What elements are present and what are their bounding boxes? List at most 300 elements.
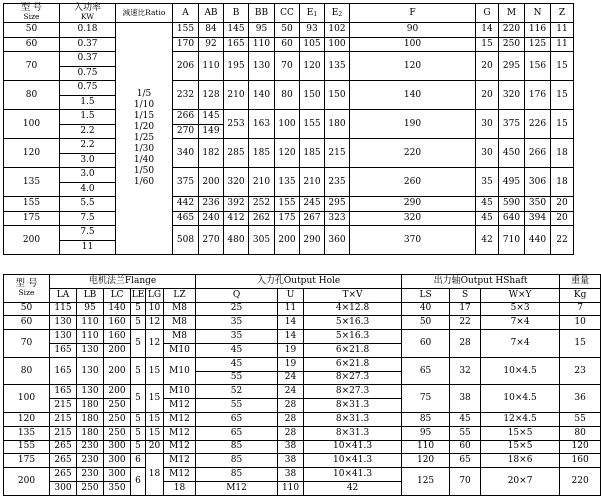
header-ls: LS: [402, 288, 450, 302]
cell: 0.37: [60, 37, 116, 52]
cell: 45: [450, 412, 481, 426]
cell: 14: [278, 316, 304, 330]
cell: 266: [173, 110, 199, 125]
header-q: Q: [196, 288, 278, 302]
cell: 95: [249, 23, 275, 38]
cell: 6×21.8: [304, 357, 402, 371]
cell: 250: [104, 426, 131, 440]
cell: M10: [164, 357, 196, 385]
cell: 15: [146, 426, 164, 440]
cell: 250: [104, 412, 131, 426]
cell: 14: [278, 330, 304, 344]
cell: 35: [196, 330, 278, 344]
cell: 80: [275, 81, 300, 110]
cell: 235: [325, 168, 350, 197]
header-e2: [325, 4, 350, 23]
cell: 300: [104, 468, 131, 482]
cell: 11: [551, 37, 574, 52]
cell: 85: [402, 412, 450, 426]
cell: 7: [560, 302, 601, 316]
cell: 11: [278, 302, 304, 316]
cell: 3.0: [60, 153, 116, 168]
table-row: [4, 168, 574, 183]
cell: 50: [4, 302, 50, 316]
cell: 0.37: [60, 52, 116, 67]
cell: 232: [173, 81, 199, 110]
cell: 12: [146, 316, 164, 330]
table-row: [4, 81, 574, 96]
table-row: [4, 37, 574, 52]
cell: M12: [164, 426, 196, 440]
cell: 45: [196, 357, 278, 371]
cell: 110: [77, 316, 104, 330]
cell: 32: [450, 357, 481, 385]
cell: 5: [131, 385, 146, 413]
cell: M12: [164, 468, 196, 482]
cell: 85: [196, 468, 278, 482]
cell: 165: [50, 357, 77, 385]
header-e1-sub: 1: [313, 10, 318, 18]
cell: 165: [224, 37, 249, 52]
cell: 6: [131, 468, 146, 496]
cell: 35: [196, 316, 278, 330]
table-row: [4, 330, 601, 344]
header-weight: 重量: [560, 275, 601, 289]
cell: 5×3: [481, 302, 560, 316]
cell: 200: [4, 226, 60, 255]
cell: 295: [325, 197, 350, 212]
cell: 17: [450, 302, 481, 316]
header-kg: Kg: [560, 288, 601, 302]
table-row: [4, 211, 574, 226]
cell: 5: [131, 302, 146, 316]
ratio-cell: [116, 23, 173, 255]
cell: 22: [551, 226, 574, 255]
cell: 156: [525, 52, 551, 81]
cell: 165: [50, 385, 77, 399]
cell: 28: [278, 426, 304, 440]
cell: 442: [173, 197, 199, 212]
cell: 55: [196, 371, 278, 385]
cell: 19: [278, 357, 304, 371]
cell: 85: [196, 440, 278, 454]
table-row: [4, 302, 601, 316]
cell: 65: [196, 426, 278, 440]
cell: 11: [60, 240, 116, 255]
cell: 262: [249, 211, 275, 226]
cell: 170: [173, 37, 199, 52]
cell: 182: [199, 139, 224, 168]
cell: 120: [275, 139, 300, 168]
cell: 265: [50, 454, 77, 468]
cell: M10: [164, 343, 196, 357]
cell: 165: [50, 343, 77, 357]
cell: M12: [164, 440, 196, 454]
cell: 24: [278, 371, 304, 385]
cell: 285: [224, 139, 249, 168]
cell: 145: [224, 23, 249, 38]
cell: 360: [325, 226, 350, 255]
header-b: B: [224, 4, 249, 23]
cell: 149: [199, 124, 224, 139]
cell: 2.2: [60, 124, 116, 139]
cell: 200: [275, 226, 300, 255]
header-model: [4, 4, 60, 23]
spec-table-dimensions: [3, 3, 574, 255]
cell: 70: [450, 468, 481, 496]
cell: 22: [450, 316, 481, 330]
cell: 215: [50, 399, 77, 413]
ratio-value: 1/25: [133, 133, 155, 143]
cell: 8×31.3: [304, 412, 402, 426]
cell: 180: [77, 399, 104, 413]
cell: 210: [300, 168, 325, 197]
ratio-value: 1/15: [133, 111, 155, 121]
cell: 20: [476, 81, 499, 110]
cell: 135: [4, 168, 60, 197]
cell: 5: [131, 440, 146, 454]
cell: 24: [278, 385, 304, 399]
cell: M8: [164, 330, 196, 344]
cell: M8: [164, 316, 196, 330]
cell: 1.5: [60, 110, 116, 125]
cell: 5.5: [60, 197, 116, 212]
cell: 320: [499, 81, 525, 110]
cell: 18: [551, 139, 574, 168]
cell: 60: [4, 316, 50, 330]
cell: 120: [300, 52, 325, 81]
ratio-value: 1/60: [133, 177, 155, 187]
cell: 20: [476, 52, 499, 81]
cell: 150: [325, 81, 350, 110]
cell: 18: [164, 481, 196, 495]
ratio-value: 1/40: [133, 155, 155, 165]
cell: 185: [300, 139, 325, 168]
cell: 100: [4, 110, 60, 139]
cell: 5: [131, 426, 146, 440]
cell: 155: [300, 110, 325, 139]
cell: 175: [4, 211, 60, 226]
cell: 130: [50, 316, 77, 330]
cell: 95: [402, 426, 450, 440]
cell: 5: [131, 357, 146, 385]
cell: 80: [4, 357, 50, 385]
table-row: [4, 197, 574, 212]
cell: 140: [350, 81, 476, 110]
cell: 38: [450, 385, 481, 413]
cell: 15×5: [481, 440, 560, 454]
header-lz: LZ: [164, 288, 196, 302]
cell: 115: [50, 302, 77, 316]
header-input-hole: 入力孔Output Hole: [196, 275, 402, 289]
cell: M12: [164, 399, 196, 413]
table-row: [4, 454, 601, 468]
cell: 40: [402, 302, 450, 316]
cell: 320: [224, 168, 249, 197]
cell: 10×4.5: [481, 357, 560, 385]
cell: 18×6: [481, 454, 560, 468]
cell: 320: [350, 211, 476, 226]
cell: M8: [164, 302, 196, 316]
cell: 70: [275, 52, 300, 81]
cell: 200: [104, 343, 131, 357]
cell: 80: [4, 81, 60, 110]
cell: 36: [560, 385, 601, 413]
cell: 116: [525, 23, 551, 38]
header-cc: CC: [275, 4, 300, 23]
cell: 5: [131, 330, 146, 358]
cell: 160: [560, 454, 601, 468]
cell: 18: [146, 454, 164, 495]
cell: 95: [77, 302, 104, 316]
cell: 100: [350, 37, 476, 52]
cell: 130: [77, 357, 104, 385]
spec-table-flange: [3, 274, 601, 496]
cell: 50: [4, 23, 60, 38]
cell: 375: [499, 110, 525, 139]
cell: 130: [50, 330, 77, 344]
cell: 75: [402, 385, 450, 413]
table-row: [4, 110, 574, 125]
header-power-text: 入功率: [73, 3, 101, 13]
cell: 7×4: [481, 316, 560, 330]
cell: 306: [525, 168, 551, 197]
cell: 230: [77, 440, 104, 454]
cell: 120: [350, 52, 476, 81]
cell: 55: [560, 412, 601, 426]
header-s: S: [450, 288, 481, 302]
header-size-text: Size: [23, 12, 40, 21]
header-e1: [300, 4, 325, 23]
cell: 440: [525, 226, 551, 255]
cell: 28: [278, 412, 304, 426]
cell: 20×7: [481, 468, 560, 496]
cell: 160: [104, 316, 131, 330]
cell: 15: [146, 385, 164, 413]
cell: 50: [402, 316, 450, 330]
cell: 155: [4, 197, 60, 212]
cell: 8×27.3: [304, 385, 402, 399]
header-model-text: 型 号: [15, 277, 38, 289]
table-row: [4, 139, 574, 154]
cell: 135: [4, 426, 50, 440]
cell: 250: [77, 481, 104, 495]
cell: 15: [476, 37, 499, 52]
cell: 200: [4, 468, 50, 496]
cell: 65: [450, 454, 481, 468]
cell: 100: [275, 110, 300, 139]
ratio-value: 1/30: [133, 144, 155, 154]
header-txv: T×V: [304, 288, 402, 302]
cell: 55: [450, 426, 481, 440]
cell: 250: [104, 399, 131, 413]
cell: 350: [104, 481, 131, 495]
cell: 105: [300, 37, 325, 52]
cell: 175: [275, 211, 300, 226]
cell: 175: [4, 454, 50, 468]
cell: 135: [325, 52, 350, 81]
cell: 230: [77, 454, 104, 468]
cell: 260: [350, 168, 476, 197]
cell: 290: [300, 226, 325, 255]
cell: 65: [402, 357, 450, 385]
cell: 125: [525, 37, 551, 52]
cell: 15×5: [481, 426, 560, 440]
cell: 375: [173, 168, 199, 197]
cell: 25: [196, 302, 278, 316]
cell: 495: [499, 168, 525, 197]
cell: 0.18: [60, 23, 116, 38]
cell: 290: [350, 197, 476, 212]
cell: 240: [199, 211, 224, 226]
cell: 120: [4, 412, 50, 426]
cell: 236: [199, 197, 224, 212]
cell: 85: [196, 454, 278, 468]
cell: 155: [4, 440, 50, 454]
cell: 230: [77, 468, 104, 482]
cell: 28: [450, 330, 481, 358]
cell: M10: [164, 385, 196, 399]
cell: 45: [476, 211, 499, 226]
cell: 15: [146, 412, 164, 426]
cell: 10×4.5: [481, 385, 560, 413]
cell: 2.2: [60, 139, 116, 154]
cell: 15: [551, 110, 574, 139]
cell: 300: [50, 481, 77, 495]
cell: 130: [249, 52, 275, 81]
cell: 38: [278, 468, 304, 482]
cell: 30: [476, 110, 499, 139]
cell: 180: [325, 110, 350, 139]
cell: 465: [173, 211, 199, 226]
cell: 10×41.3: [304, 440, 402, 454]
cell: 140: [104, 302, 131, 316]
cell: 220: [350, 139, 476, 168]
header-ab: AB: [199, 4, 224, 23]
cell: 300: [104, 454, 131, 468]
cell: 6×21.8: [304, 343, 402, 357]
cell: 60: [4, 37, 60, 52]
cell: 590: [499, 197, 525, 212]
cell: 200: [104, 357, 131, 385]
cell: 15: [560, 330, 601, 358]
cell: 265: [50, 468, 77, 482]
header-power: [60, 4, 116, 23]
cell: 370: [350, 226, 476, 255]
cell: 135: [275, 168, 300, 197]
ratio-value: 1/10: [133, 100, 155, 110]
cell: 394: [525, 211, 551, 226]
cell: 5: [131, 412, 146, 426]
cell: 185: [249, 139, 275, 168]
table-row: [4, 412, 601, 426]
header-le: LE: [131, 288, 146, 302]
cell: 12: [146, 330, 164, 358]
cell: 163: [249, 110, 275, 139]
cell: 145: [199, 110, 224, 125]
cell: M12: [196, 481, 278, 495]
header-e2-sub: 2: [338, 10, 343, 18]
cell: 140: [249, 81, 275, 110]
cell: 150: [300, 81, 325, 110]
cell: 30: [476, 139, 499, 168]
header-model: [4, 275, 50, 303]
header-lc: LC: [104, 288, 131, 302]
cell: 110: [199, 52, 224, 81]
cell: 8×31.3: [304, 399, 402, 413]
cell: 253: [224, 110, 249, 139]
cell: 206: [173, 52, 199, 81]
header-kw-text: KW: [80, 12, 95, 21]
cell: 4.0: [60, 182, 116, 197]
cell: 12×4.5: [481, 412, 560, 426]
header-lg: LG: [146, 288, 164, 302]
cell: 38: [278, 440, 304, 454]
cell: 128: [199, 81, 224, 110]
cell: 508: [173, 226, 199, 255]
cell: 130: [77, 343, 104, 357]
header-flange: 电机法兰Flange: [50, 275, 196, 289]
cell: 200: [104, 385, 131, 399]
header-a: A: [173, 4, 199, 23]
cell: 180: [77, 412, 104, 426]
header-z: Z: [551, 4, 574, 23]
cell: 55: [196, 399, 278, 413]
cell: 250: [499, 37, 525, 52]
cell: 7.5: [60, 211, 116, 226]
cell: 60: [275, 37, 300, 52]
table-row: [4, 440, 601, 454]
cell: 8×31.3: [304, 426, 402, 440]
cell: 267: [300, 211, 325, 226]
cell: 323: [325, 211, 350, 226]
cell: 6: [131, 454, 146, 468]
cell: 3.0: [60, 168, 116, 183]
cell: 28: [278, 399, 304, 413]
cell: 120: [4, 139, 60, 168]
header-n: N: [525, 4, 551, 23]
cell: 10×41.3: [304, 468, 402, 482]
cell: 50: [275, 23, 300, 38]
cell: 412: [224, 211, 249, 226]
header-bb: BB: [249, 4, 275, 23]
cell: 20: [146, 440, 164, 454]
cell: 270: [173, 124, 199, 139]
cell: 300: [104, 440, 131, 454]
cell: 80: [560, 426, 601, 440]
ratio-value: 1/20: [133, 122, 155, 132]
cell: 125: [402, 468, 450, 496]
header-f: F: [350, 4, 476, 23]
cell: 100: [4, 385, 50, 413]
cell: 266: [525, 139, 551, 168]
cell: 4×12.8: [304, 302, 402, 316]
cell: 84: [199, 23, 224, 38]
cell: M12: [164, 454, 196, 468]
cell: 14: [476, 23, 499, 38]
cell: 60: [450, 440, 481, 454]
cell: 392: [224, 197, 249, 212]
cell: 215: [50, 426, 77, 440]
cell: 450: [499, 139, 525, 168]
header-model-text: 型 号: [21, 3, 42, 13]
cell: 5×16.3: [304, 316, 402, 330]
cell: 155: [173, 23, 199, 38]
header-ratio: 減速比Ratio: [116, 4, 173, 23]
header-e1-letter: E: [306, 7, 314, 18]
cell: 120: [402, 454, 450, 468]
cell: 60: [402, 330, 450, 358]
